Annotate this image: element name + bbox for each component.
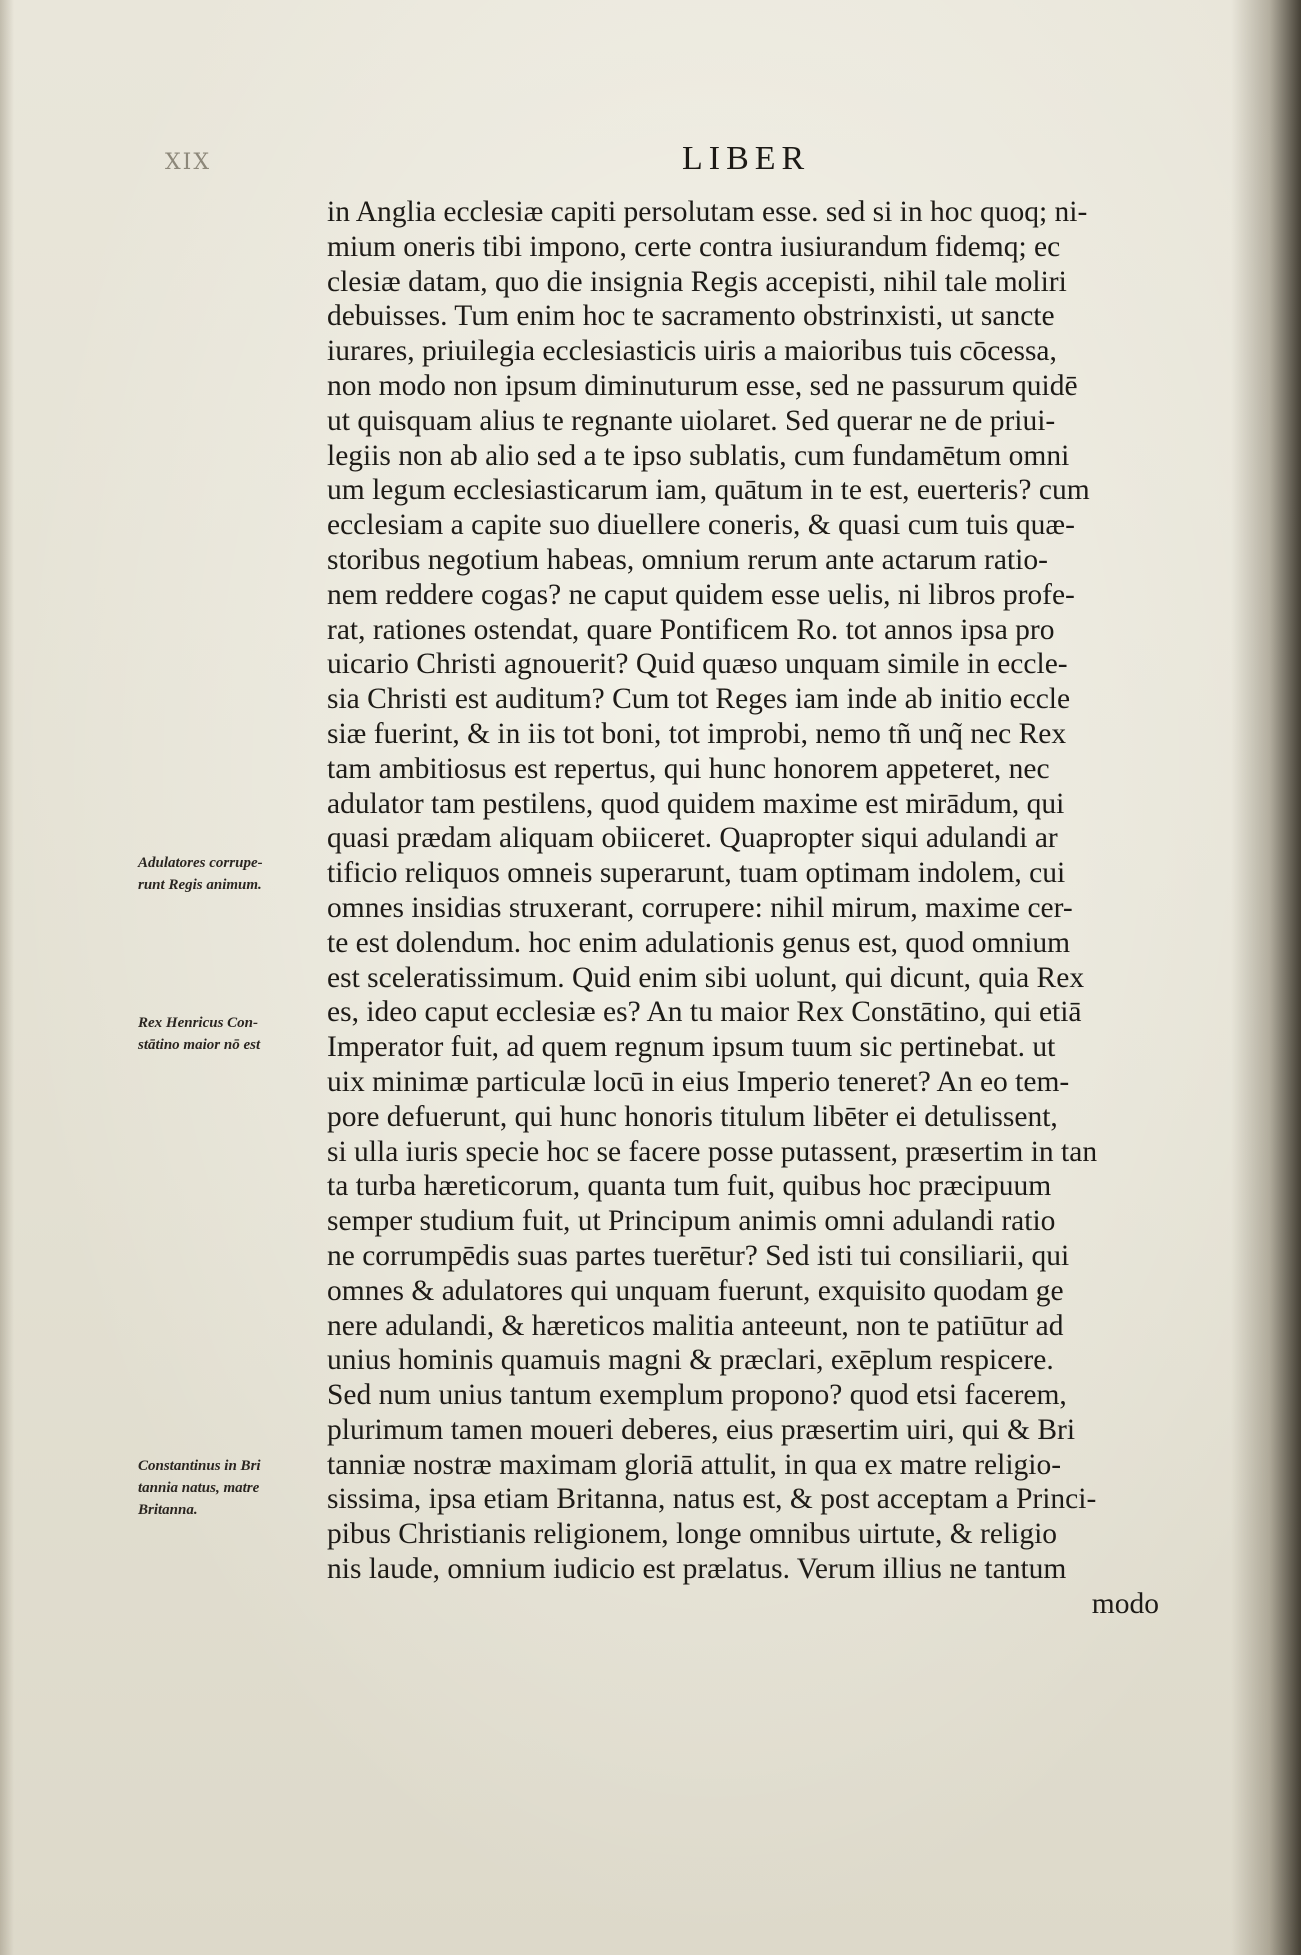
text-line: ta turba hæreticorum, quanta tum fuit, quibus hoc præcipuum (327, 1170, 1052, 1203)
text-line: um legum ecclesiasticarum iam, quātum in te est, euerteris? cum (327, 474, 1090, 507)
text-line: Sed num unius tantum exemplum propono? quod etsi facerem, (327, 1379, 1067, 1412)
text-line: quasi prædam aliquam obiiceret. Quapropter siqui adulandi ar (327, 822, 1058, 855)
gutter-shadow (1231, 0, 1301, 1955)
text-line: tam ambitiosus est repertus, qui hunc honorem appeteret, nec (327, 752, 1050, 785)
marginal-note-line: Rex Henricus Con- (138, 1015, 259, 1031)
text-line: iurares, priuilegia ecclesiasticis uiris a maioribus tuis cōcessa, (327, 335, 1057, 368)
marginal-note-line: tannia natus, matre (138, 1480, 260, 1496)
running-head: LIBER (682, 140, 811, 177)
text-line: tanniæ nostræ maximam gloriā attulit, in qua ex matre religio- (327, 1448, 1062, 1481)
text-line: debuisses. Tum enim hoc te sacramento obstrinxisti, ut sancte (327, 300, 1055, 333)
catchword: modo (1091, 1587, 1159, 1620)
text-line: rat, rationes ostendat, quare Pontificem Ro. tot annos ipsa pro (327, 613, 1055, 646)
text-line: es, ideo caput ecclesiæ es? An tu maior Rex Constātino, qui etiā (327, 996, 1082, 1029)
marginal-note-line: runt Regis animum. (138, 877, 262, 893)
text-line: siæ fuerint, & in iis tot boni, tot improbi, nemo tñ unq̃ nec Rex (327, 717, 1067, 750)
text-line: sia Christi est auditum? Cum tot Reges iam inde ab initio eccle (327, 683, 1071, 716)
marginal-note-line: Constantinus in Bri (138, 1458, 261, 1474)
text-line: pore defuerunt, qui hunc honoris titulum libēter ei detulissent, (327, 1100, 1058, 1133)
marginal-note-line: Adulatores corrupe- (138, 855, 263, 871)
text-line: unius hominis quamuis magni & præclari, exēplum respicere. (327, 1344, 1054, 1377)
text-line: non modo non ipsum diminuturum esse, sed ne passurum quidē (327, 369, 1078, 402)
marginal-note-constantinus (138, 1455, 318, 1521)
marginal-note-rex-henricus (138, 1012, 318, 1056)
text-line: uix minimæ particulæ locū in eius Imperio teneret? An eo tem- (327, 1065, 1070, 1098)
page-left-edge-shadow (0, 0, 14, 1955)
text-line: semper studium fuit, ut Principum animis omni adulandi ratio (327, 1205, 1056, 1238)
text-line: tificio reliquos omneis superarunt, tuam optimam indolem, cui (327, 857, 1066, 890)
text-line: nem reddere cogas? ne caput quidem esse uelis, ni libros profe- (327, 578, 1075, 611)
text-line: uicario Christi agnouerit? Quid quæso unquam simile in eccle- (327, 648, 1068, 681)
text-line: si ulla iuris specie hoc se facere posse putassent, præsertim in tan (327, 1135, 1098, 1168)
text-line: omnes insidias struxerant, corrupere: nihil mirum, maxime cer- (327, 891, 1073, 924)
marginal-note-line: Britanna. (138, 1502, 198, 1518)
text-line: mium oneris tibi impono, certe contra iusiurandum fidemq; ec (327, 230, 1061, 263)
text-line: te est dolendum. hoc enim adulationis genus est, quod omnium (327, 926, 1071, 959)
marginal-note-adulatores (138, 852, 318, 896)
text-line: nis laude, omnium iudicio est prælatus. Verum illius ne tantum (327, 1553, 1067, 1586)
marginal-note-line: stātino maior nō est (138, 1037, 261, 1053)
text-line: pibus Christianis religionem, longe omnibus uirtute, & religio (327, 1518, 1058, 1551)
text-line: omnes & adulatores qui unquam fuerunt, exquisito quodam ge (327, 1274, 1064, 1307)
text-line: storibus negotium habeas, omnium rerum ante actarum ratio- (327, 543, 1048, 576)
text-line: est sceleratissimum. Quid enim sibi uolunt, qui dicunt, quia Rex (327, 961, 1085, 994)
text-line: legiis non ab alio sed a te ipso sublatis, cum fundamētum omni (327, 439, 1070, 472)
text-line: ecclesiam a capite suo diuellere coneris, & quasi cum tuis quæ- (327, 509, 1075, 542)
text-line: adulator tam pestilens, quod quidem maxime est mirādum, qui (327, 787, 1065, 820)
text-line: in Anglia ecclesiæ capiti persolutam esse. sed si in hoc quoq; ni- (327, 196, 1088, 228)
text-line: sissima, ipsa etiam Britanna, natus est, & post acceptam a Princi- (327, 1483, 1097, 1516)
text-line: ne corrumpēdis suas partes tuerētur? Sed isti tui consiliarii, qui (327, 1239, 1070, 1272)
text-line: ut quisquam alius te regnante uiolaret. Sed querar ne de priui- (327, 404, 1056, 437)
main-text-block (327, 195, 1227, 1622)
text-line: plurimum tamen moueri deberes, eius præsertim uiri, qui & Bri (327, 1413, 1076, 1446)
text-line: clesiæ datam, quo die insignia Regis accepisti, nihil tale moliri (327, 265, 1067, 298)
text-line: Imperator fuit, ad quem regnum ipsum tuum sic pertinebat. ut (327, 1031, 1056, 1064)
text-line: nere adulandi, & hæreticos malitia anteeunt, non te patiūtur ad (327, 1309, 1064, 1342)
folio-mark: XIX (165, 150, 212, 175)
